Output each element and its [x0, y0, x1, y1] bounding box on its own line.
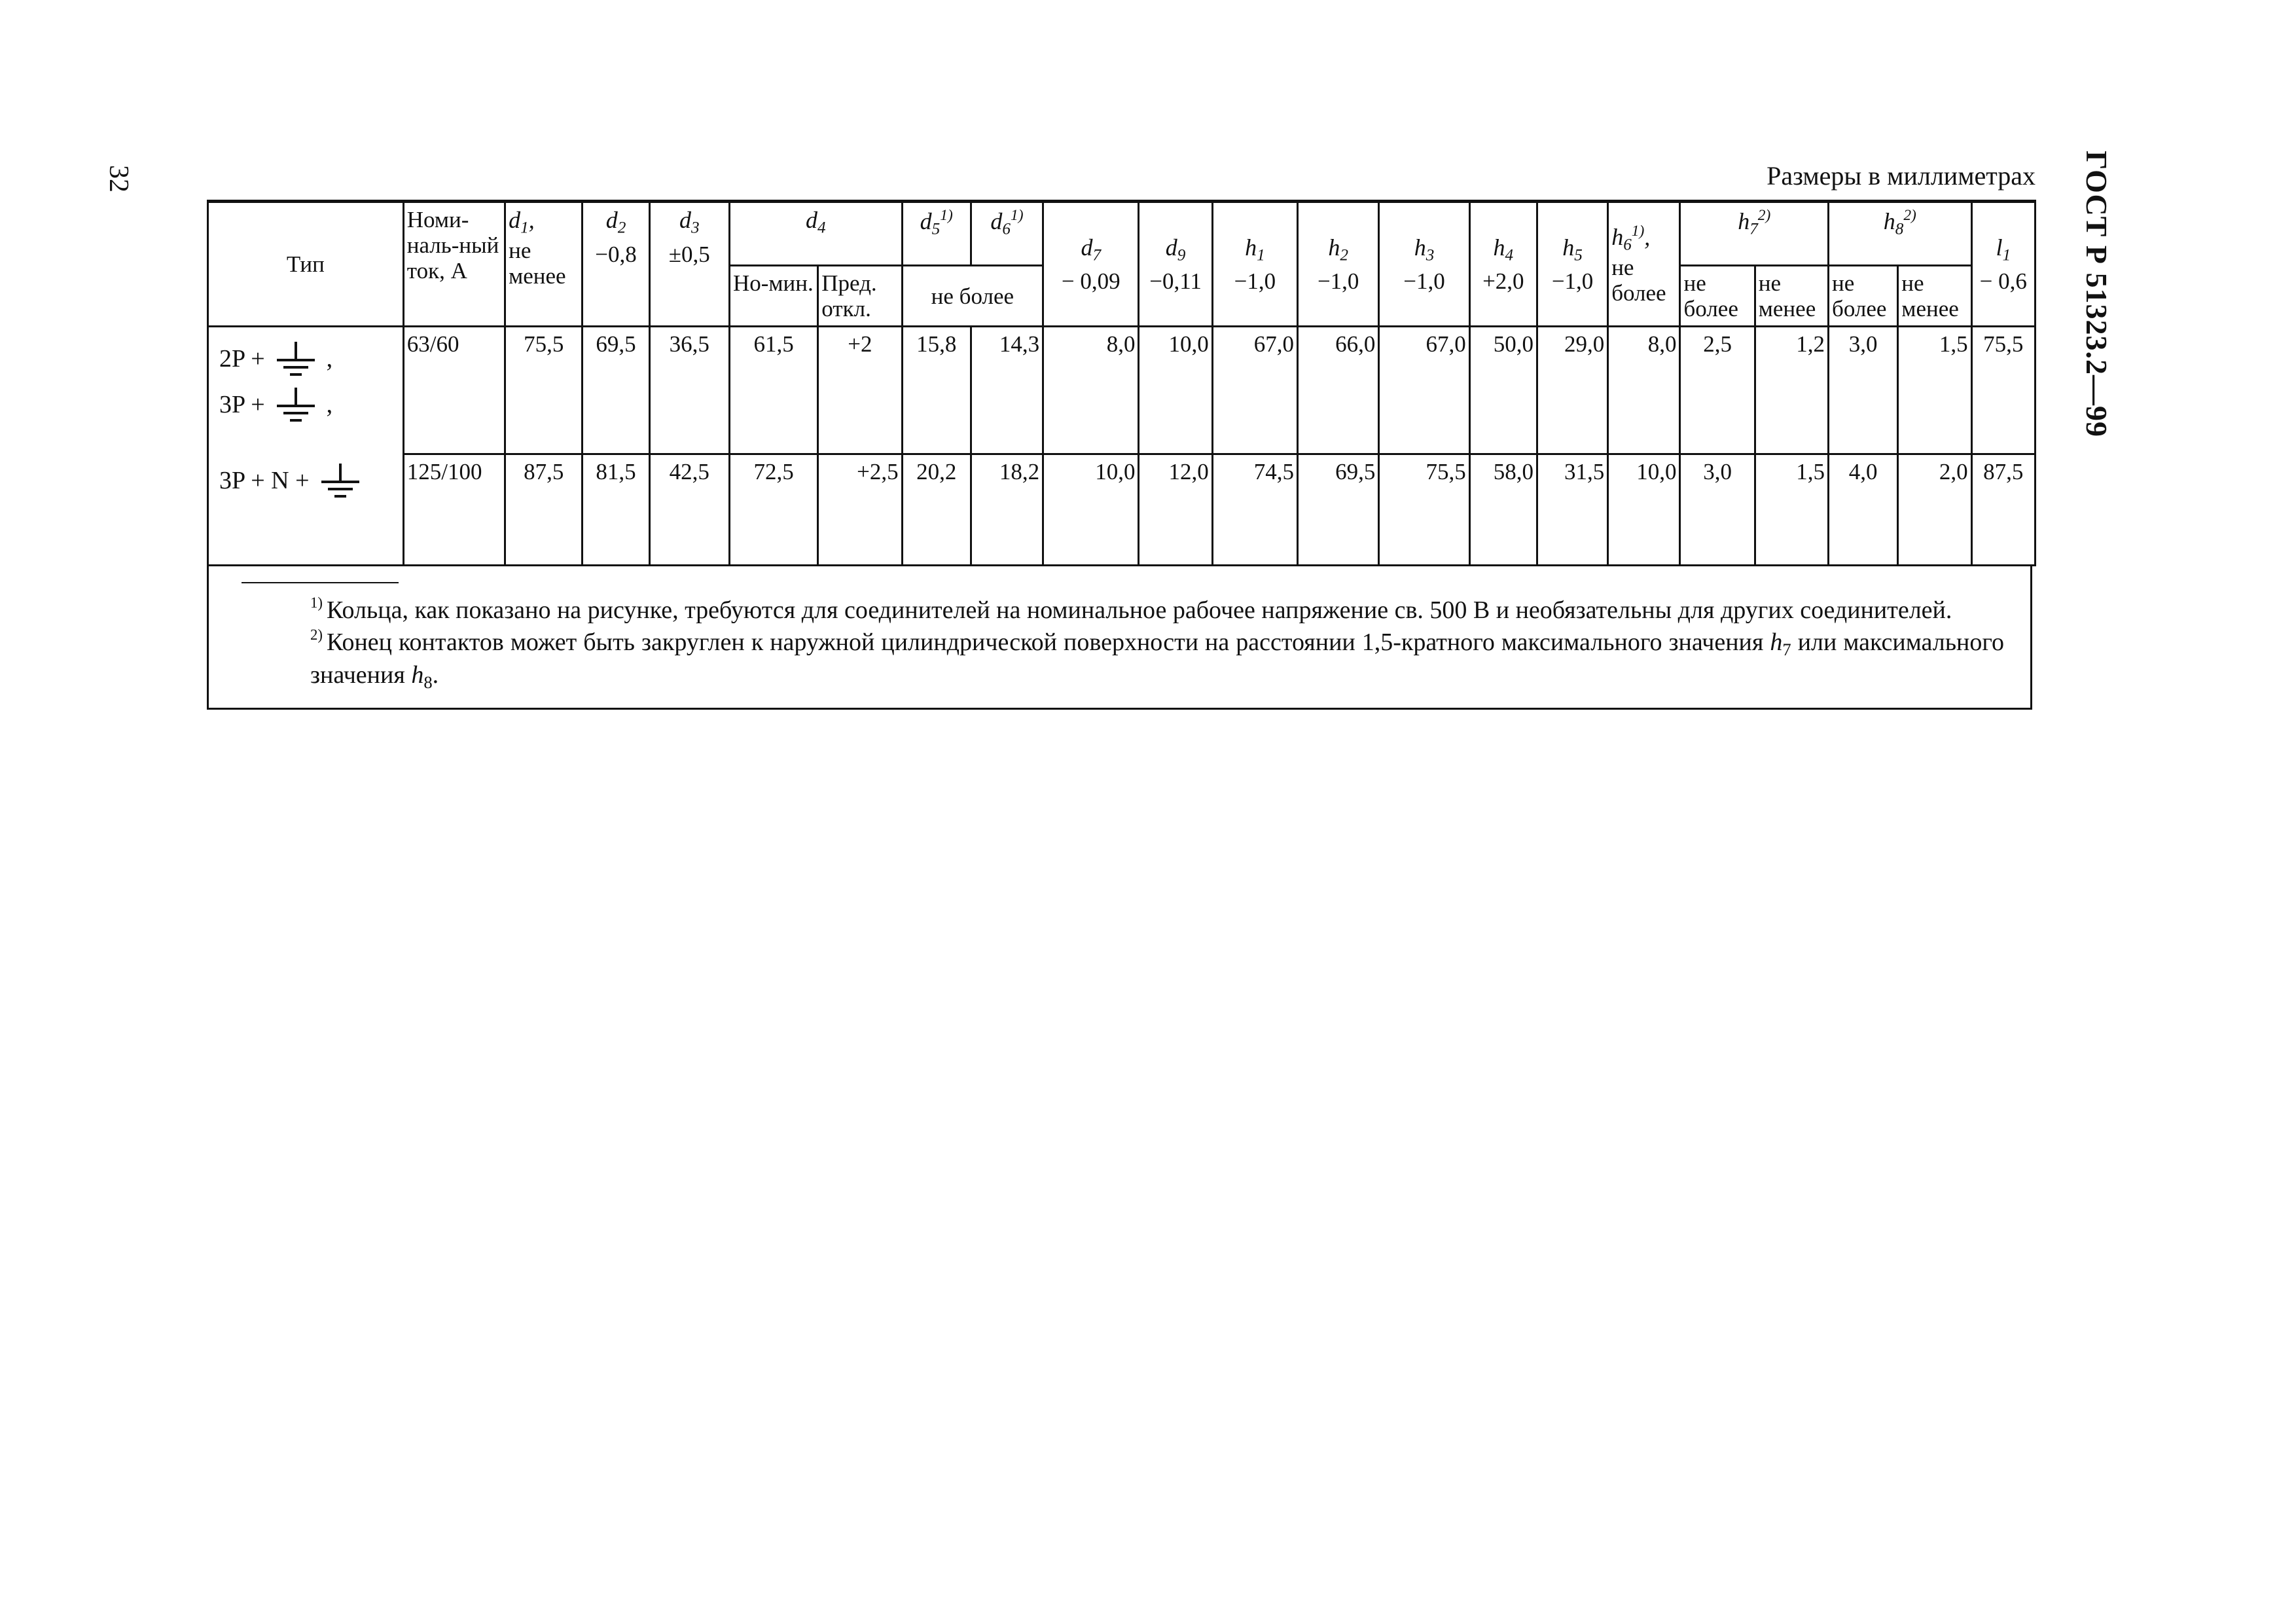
footnote-2: $^{2)}$ Конец контактов может быть закруглен к наружной цилиндрической поверхности на расстоянии 1,5-кратного максимального значения $h_7$ или максимального значения $h_8$. — [310, 626, 2005, 692]
value-cell: 2,5 — [1680, 327, 1755, 454]
value-cell: 8,0 — [1608, 327, 1680, 454]
table-row — [208, 327, 2036, 454]
value-cell: 87,5 — [1971, 454, 2035, 566]
value-cell: 1,5 — [1898, 327, 1971, 454]
value-cell: 61,5 — [729, 327, 817, 454]
value-cell: 4,0 — [1829, 454, 1898, 566]
header-d5-d6-max: не более — [902, 266, 1043, 327]
dimensions-table-container — [207, 200, 2036, 710]
ground-symbol-icon — [274, 340, 317, 377]
ground-symbol-icon — [274, 386, 317, 423]
type-2p: 2P + , — [219, 340, 400, 377]
value-cell: 75,5 — [1971, 327, 2035, 454]
header-d9: $d_9$ −0,11 — [1139, 202, 1212, 327]
header-d5: $d_5^{1)}$ — [902, 202, 971, 266]
header-h7-max: не более — [1680, 266, 1755, 327]
value-cell: 1,5 — [1755, 454, 1828, 566]
header-l1: $l_1$ − 0,6 — [1971, 202, 2035, 327]
ground-symbol-icon — [319, 462, 362, 499]
value-cell: 36,5 — [649, 327, 729, 454]
value-cell: 50,0 — [1469, 327, 1537, 454]
header-h1: $h_1$ −1,0 — [1212, 202, 1297, 327]
type-3p: 3P + , — [219, 386, 400, 423]
header-d4-nominal: Но-мин. — [729, 266, 817, 327]
footnote-divider — [242, 582, 399, 583]
header-h7-min: не менее — [1755, 266, 1828, 327]
value-cell: 14,3 — [971, 327, 1043, 454]
header-h6: $h_6^{1)}$, не более — [1608, 202, 1680, 327]
current-cell: 63/60 — [403, 327, 505, 454]
value-cell: 81,5 — [583, 454, 649, 566]
value-cell: 42,5 — [649, 454, 729, 566]
page-number: 32 — [103, 165, 134, 192]
value-cell: 29,0 — [1537, 327, 1607, 454]
header-d3: $d_3$ ±0,5 — [649, 202, 729, 327]
footnote-2-mark: 2) — [310, 626, 323, 643]
value-cell: 58,0 — [1469, 454, 1537, 566]
type-cell — [208, 327, 404, 566]
value-cell: 1,2 — [1755, 327, 1828, 454]
value-cell: 75,5 — [1379, 454, 1469, 566]
header-d7: $d_7$ − 0,09 — [1043, 202, 1139, 327]
header-h8: $h_8^{2)}$ — [1829, 202, 1972, 266]
value-cell: 69,5 — [583, 327, 649, 454]
value-cell: 87,5 — [505, 454, 583, 566]
header-h8-max: не более — [1829, 266, 1898, 327]
header-d1: $d_1$, не менее — [505, 202, 583, 327]
header-nominal-current: Номи-наль-ный ток, А — [403, 202, 505, 327]
value-cell: 75,5 — [505, 327, 583, 454]
value-cell: 67,0 — [1379, 327, 1469, 454]
header-h7: $h_7^{2)}$ — [1680, 202, 1829, 266]
header-d4: $d_4$ — [729, 202, 902, 266]
header-h2: $h_2$ −1,0 — [1298, 202, 1379, 327]
value-cell: 66,0 — [1298, 327, 1379, 454]
value-cell: 2,0 — [1898, 454, 1971, 566]
current-cell: 125/100 — [403, 454, 505, 566]
header-d6: $d_6^{1)}$ — [971, 202, 1043, 266]
value-cell: 3,0 — [1680, 454, 1755, 566]
footnotes-block — [207, 566, 2032, 709]
dimensions-table — [207, 200, 2036, 566]
header-row-1 — [208, 202, 2036, 266]
header-h4: $h_4$ +2,0 — [1469, 202, 1537, 327]
value-cell: 10,0 — [1043, 454, 1139, 566]
header-h3: $h_3$ −1,0 — [1379, 202, 1469, 327]
document-code: ГОСТ Р 51323.2—99 — [2080, 151, 2113, 437]
value-cell: 3,0 — [1829, 327, 1898, 454]
value-cell: 74,5 — [1212, 454, 1297, 566]
value-cell: 10,0 — [1608, 454, 1680, 566]
footnote-2-text: Конец контактов может быть закруглен к наружной цилиндрической поверхности на расстоянии 1,5-кратного максимального значения — [327, 628, 1764, 656]
value-cell: 8,0 — [1043, 327, 1139, 454]
header-d2: $d_2$ −0,8 — [583, 202, 649, 327]
value-cell: 15,8 — [902, 327, 971, 454]
header-h5: $h_5$ −1,0 — [1537, 202, 1607, 327]
value-cell: 20,2 — [902, 454, 971, 566]
value-cell: 10,0 — [1139, 327, 1212, 454]
footnote-1 — [242, 594, 2004, 626]
value-cell: 69,5 — [1298, 454, 1379, 566]
header-d4-deviation: Пред. откл. — [818, 266, 902, 327]
value-cell: 18,2 — [971, 454, 1043, 566]
value-cell: +2,5 — [818, 454, 902, 566]
units-note: Размеры в миллиметрах — [1767, 161, 2036, 191]
value-cell: 72,5 — [729, 454, 817, 566]
value-cell: +2 — [818, 327, 902, 454]
footnote-1-mark: 1) — [310, 594, 323, 611]
table-row — [208, 454, 2036, 566]
value-cell: 12,0 — [1139, 454, 1212, 566]
value-cell: 31,5 — [1537, 454, 1607, 566]
value-cell: 67,0 — [1212, 327, 1297, 454]
header-h8-min: не менее — [1898, 266, 1971, 327]
footnote-1-text: Кольца, как показано на рисунке, требуются для соединителей на номинальное рабочее напряжение св. 500 В и необязательны для других соединителей. — [327, 596, 1952, 625]
header-type: Тип — [208, 202, 404, 327]
type-3p-n: 3P + N + — [219, 462, 400, 499]
